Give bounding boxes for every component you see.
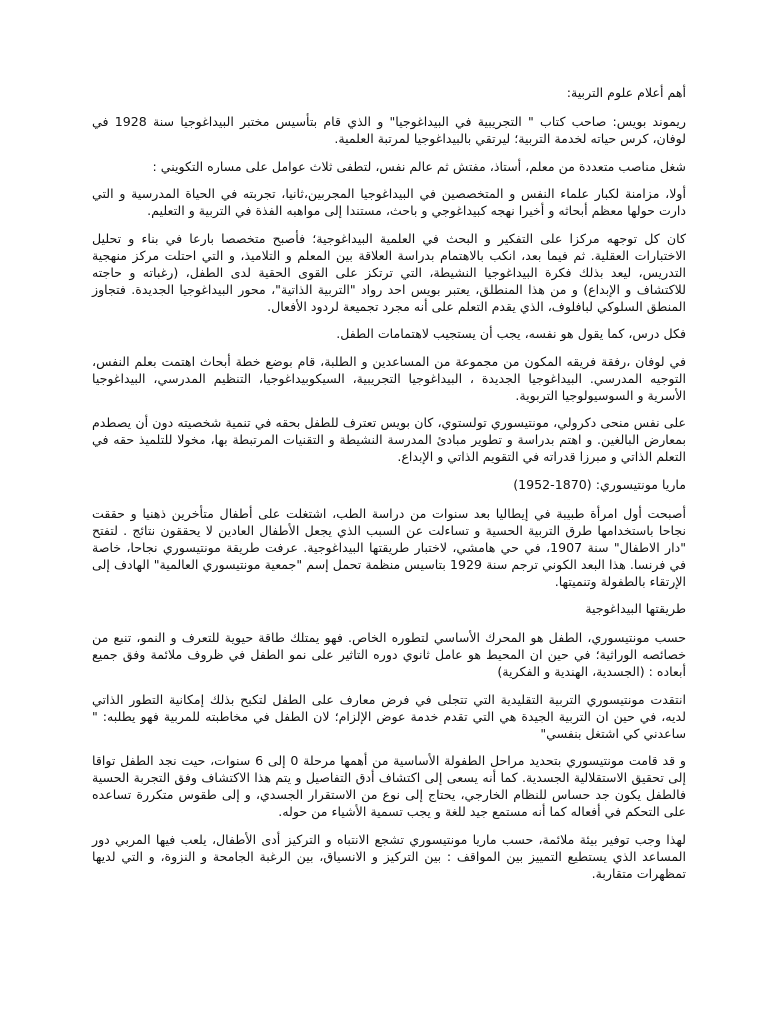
paragraph: أصبحت أول امرأة طبيبة في إيطاليا بعد سنوات من دراسة الطب، اشتغلت على أطفال متأخرين ذهنيا و حققت نجاحا باستخدامها طرق التربية الحسية و تساءلت عن السبب الذي يجعل الأطفال العادين لا يحققون نتائج . لتفتح "دار الاطفال" سنة 1907، في حي هامشي، لاختبار طريقتها البيداغوجية. عرفت طريقة مونتيسوري نجاحا، خاصة في فرنسا. هذا البعد الكوني ترجم سنة 1929 بتاسيس منظمة تحمل إسم "جمعية مونتيسوري العالمية" الهادف إلى الإرتقاء بالطفولة وتنميتها. [92,505,686,589]
paragraph: ريموند بويس: صاحب كتاب " التجريبية في البيداغوجيا" و الذي قام بتأسيس مختبر البيداغوجيا سنة 1928 في لوفان، كرس حياته لخدمة التربية؛ ليرتقي بالبيداغوجيا لمرتبة العلمية. [92,114,687,146]
section-heading: ماريا مونتيسوري: (1870-1952) [513,476,686,492]
section-heading: أهم أعلام علوم التربية: [566,85,686,100]
paragraph: كان كل توجهه مركزا على التفكير و البحث في العلمية البيداغوجية؛ فأصبح متخصصا بارعا في بناء و تحليل الاختبارات العقلية. ثم فيما بعد، انكب بالاهتمام بدراسة العلاقة بين المعلم و التلاميذ، و التي احتلت مركز منهجية التدريس، ليعد بذلك فكرة البيداغوجيا النشيطة، التي ترتكز على القوى الحقية لدى الطفل، (رغباته و حاجته للاكتشاف و الإبداع) و من هذا المنطلق، يعتبر بويس احد رواد "التربية الذاتية"، محور البيداغوجيا الجديدة. فتجاوز المنطق السلوكي لبافلوف، الذي يقدم التعلم على أنه مجرد تجميعة لردود الأفعال. [92,230,686,314]
paragraph: و قد قامت مونتيسوري بتحديد مراحل الطفولة الأساسية من أهمها مرحلة 0 إلى 6 سنوات، حيت نجد الطفل تواقا إلى تحقيق الاستقلالية الجسدية. كما أنه يسعى إلى اكتشاف أدق التفاصيل و يتم هذا الاكتشاف وفق التجربة الحسية فالطفل يكون جد حساس للنظام الخارجي، يحتاج إلى نوع من الاستقرار الجسدي، و إلى طقوس متكررة تساعده على التحكم في أفعاله كما أنه مستمع جيد للغة و يجب تسمية الأشياء من حوله. [92,753,687,819]
paragraph: فكل درس، كما يقول هو نفسه، يجب أن يستجيب لاهتمامات الطفل. [336,326,686,341]
document-body [92,84,686,882]
paragraph: شغل مناصب متعددة من معلم، أستاذ، مفتش ثم عالم نفس، لتطفى ثلاث عوامل على مساره التكويني : [152,158,686,174]
paragraph: في لوفان ،رفقة فريقه المكون من مجموعة من المساعدين و الطلبة، قام بوضع خطة أبحاث اهتمت بعلم النفس، التوجيه المدرسي. البيداغوجيا الجديدة ، البيداغوجيا التجريبية، السيكوبيداغوجيا، التنظيم المدرسي، البيداغوجيا الأسرية و السوسيولوجيا التربوية. [92,353,686,403]
paragraph: انتقدت مونتيسوري التربية التقليدية التي تتجلى في فرض معارف على الطفل لتكبح بذلك إمكانية التطور الذاتي لديه، في حين ان التربية الجيدة هي التي تقدم خدمة عوض الإلزام؛ لان الطفل في مخاطبته للمربية فهو يطلبه: " ساعدني كي اشتغل بنفسي" [92,691,686,741]
paragraph: لهذا وجب توفير بيئة ملائمة، حسب ماريا مونتيسوري تشجع الانتباه و التركيز أدى الأطفال، يلعب فيها المربي دور المساعد الذي يستطيع التمييز بين المواقف : بين التركيز و الانسياق، بين الرغبة الجامحة و النزوة، و التي لديها تمظهرات متقاربة. [92,831,686,881]
paragraph: أولا، مزامنة لكبار علماء النفس و المتخصصين في البيداغوجيا المجربين،ثانيا، تجربته في الحياة المدرسية و التي دارت حولها معظم أبحاثه و أخيرا نهجه كبيداغوجي و باحث، مستندا إلى مواهبه الفذة في التربية و التعليم. [92,186,686,218]
paragraph: على نفس منحى دكرولي، مونتيسوري تولستوي، كان بويس تعترف للطفل بحقه في تنمية شخصيته دون أن يصطدم بمعارض البالغين. و اهتم بدراسة و تطوير مبادئ المدرسة النشيطة و التقنيات المرتبطة بها، مخولا للتلميذ حقه في التعلم الذاتي و مبرزا قدراته في التقويم الذاتي و الإبداع. [92,415,686,464]
paragraph: حسب مونتيسوري، الطفل هو المحرك الأساسي لتطوره الخاص. فهو يمتلك طاقة حيوية للتعرف و النمو، تنبع من خصائصه الوراثية؛ في حين ان المحيط هو عامل ثانوي دوره التاثير على نمو الطفل في ظروف ملائمة وفق جميع أبعاده : (الجسدية، الهندية و الفكرية) [92,630,686,679]
section-heading: طريقتها البيداغوجية [585,601,686,616]
